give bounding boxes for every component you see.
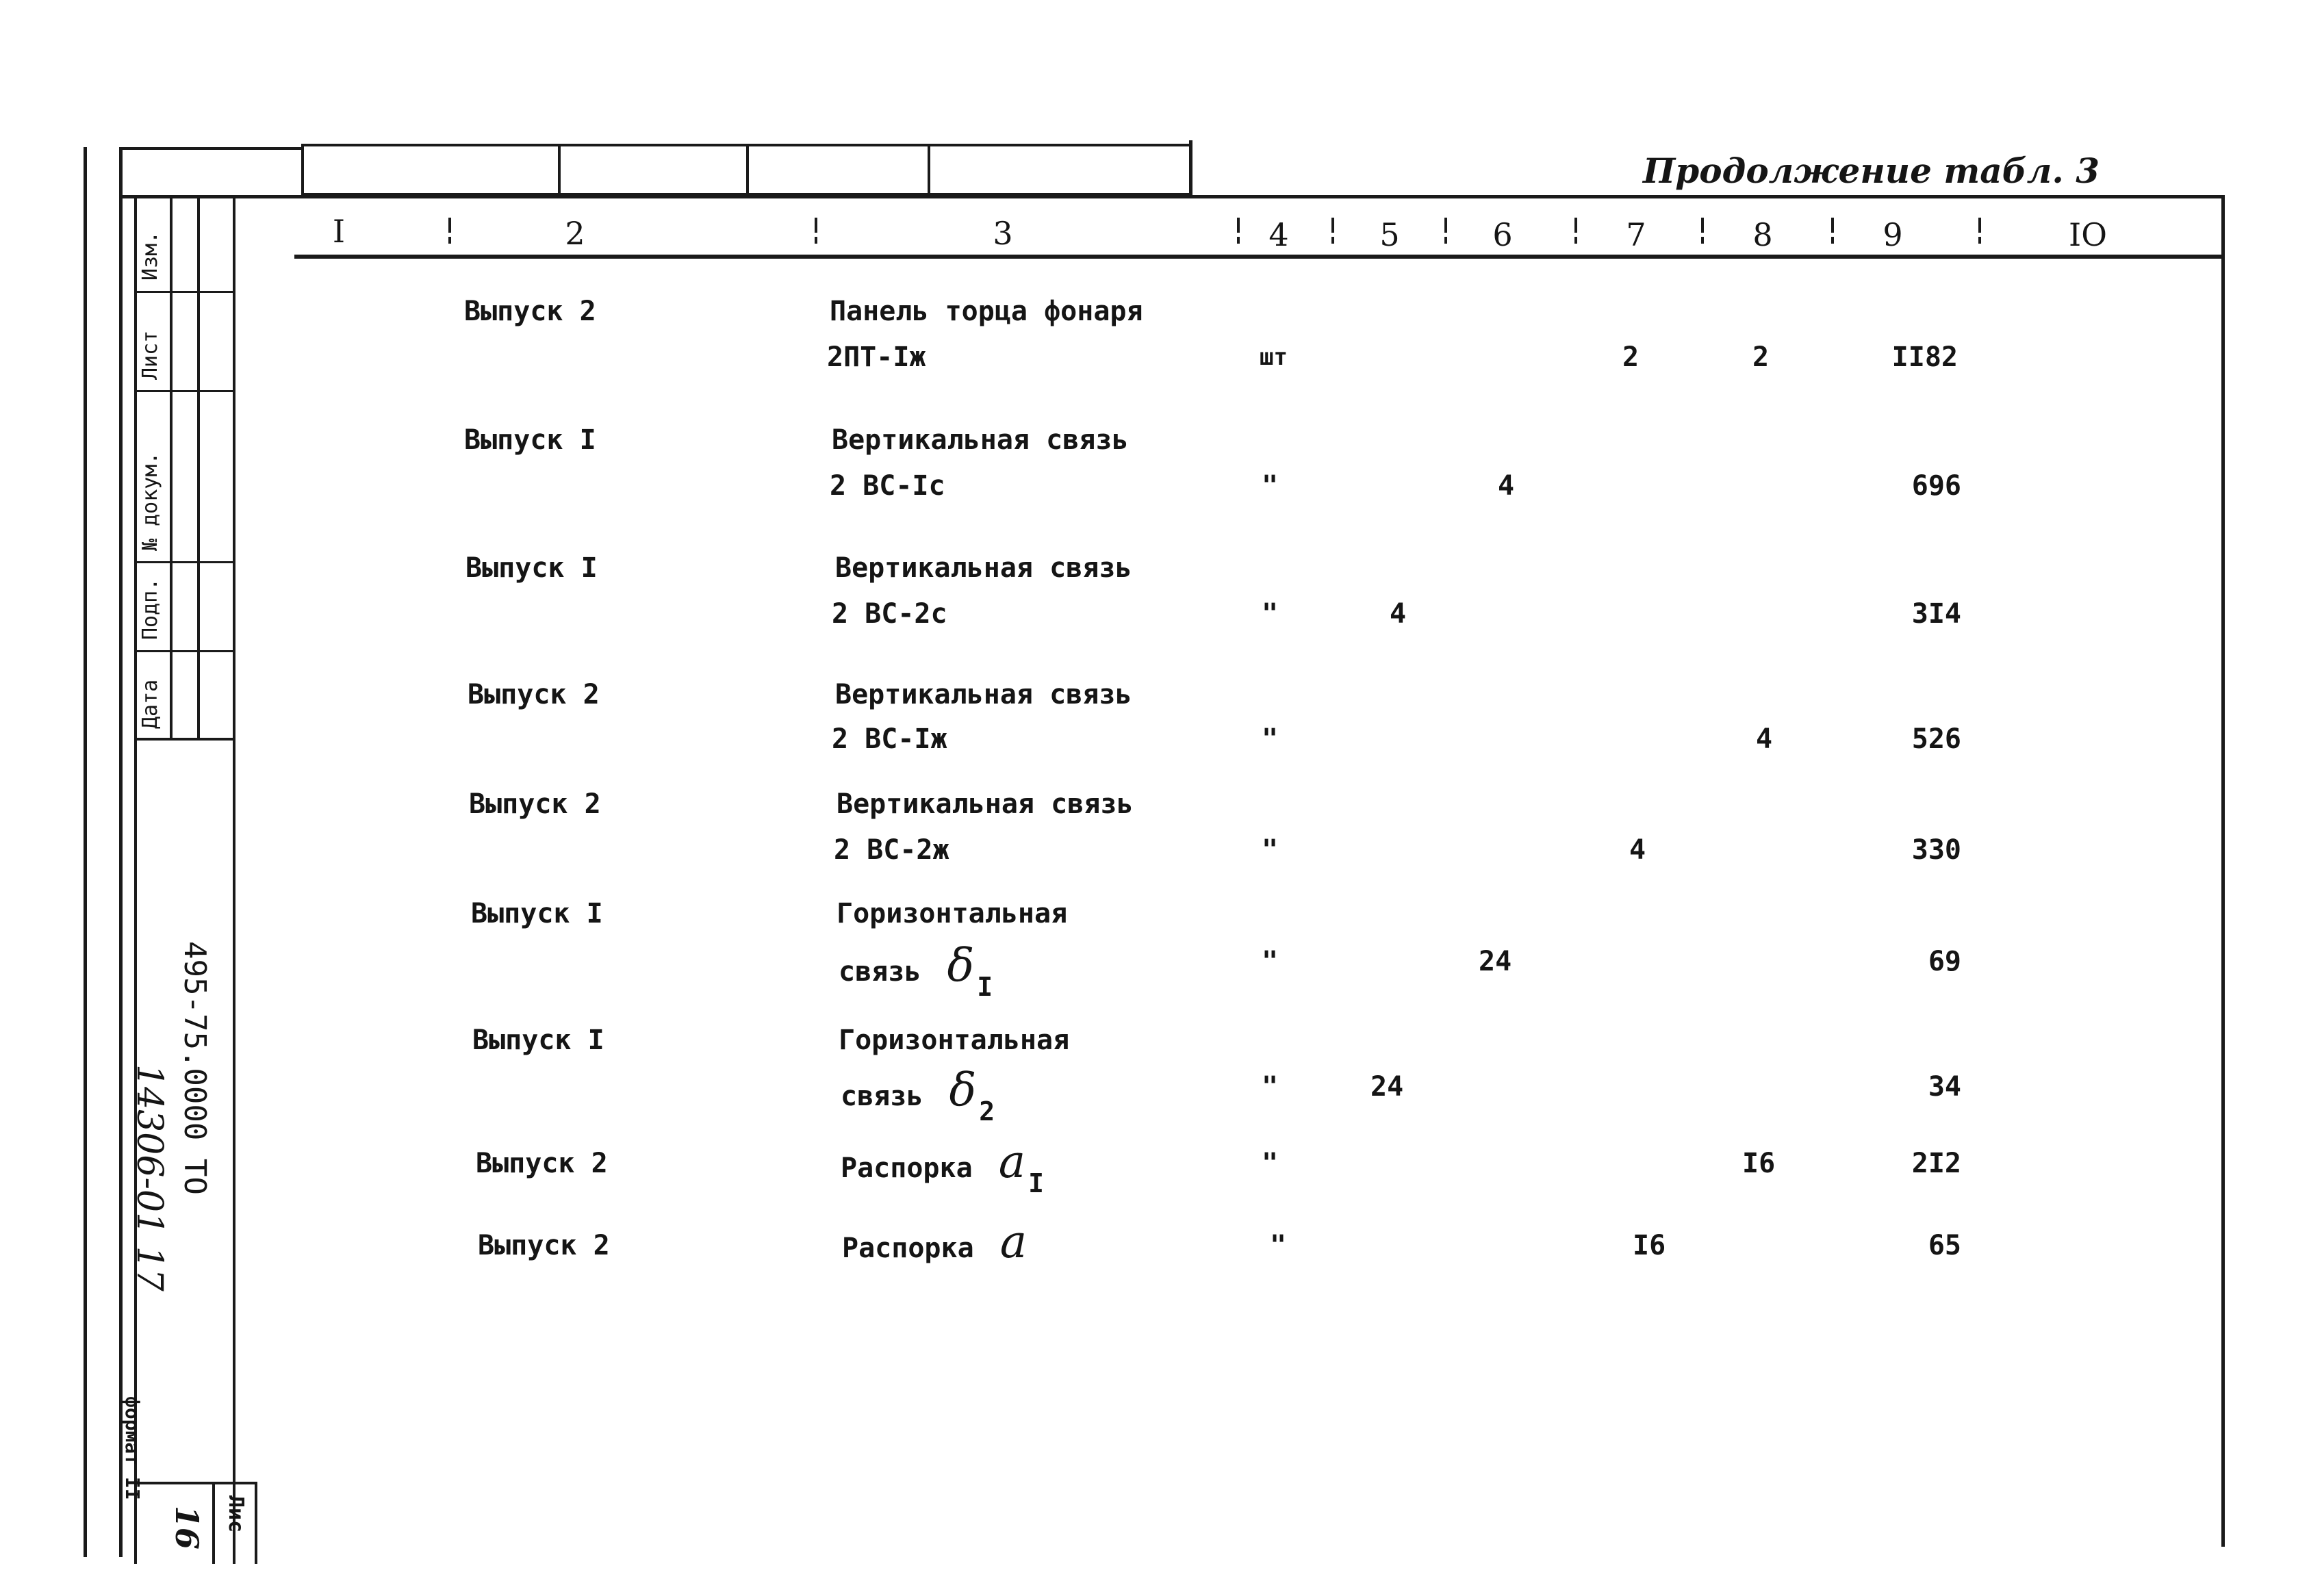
column-separator	[815, 218, 817, 233]
column-header: 7	[1626, 216, 1646, 253]
item-name-line1: Вертикальная связь	[835, 552, 1132, 584]
release-cell: Выпуск 2	[478, 1230, 610, 1261]
a-symbol: a	[999, 1215, 1028, 1268]
stamp-label: № докум.	[138, 452, 162, 551]
top-stamp-divider	[1189, 140, 1192, 196]
item-name-text: Распорка	[842, 1233, 974, 1264]
symbol-subscript: I	[1028, 1168, 1044, 1198]
mass-cell: II82	[1891, 342, 1958, 373]
item-name-line1	[841, 1135, 1044, 1198]
release-cell: Выпуск 2	[464, 296, 596, 327]
column-separator	[1237, 218, 1240, 233]
column-header: 9	[1883, 216, 1903, 253]
a-symbol: a	[998, 1135, 1026, 1188]
unit-cell: "	[1262, 470, 1279, 502]
mass-cell: 2I2	[1911, 1148, 1961, 1179]
column-separator	[1331, 237, 1334, 244]
stamp-grid-line	[134, 561, 235, 563]
release-cell: Выпуск I	[472, 1025, 604, 1056]
column-separator	[1978, 237, 1981, 244]
column-header: 3	[993, 215, 1013, 252]
stamp-label: Лист	[138, 330, 162, 380]
column-separator	[815, 237, 817, 244]
column-header: 6	[1492, 216, 1513, 253]
column-separator	[448, 237, 451, 244]
sheet-number: 16	[168, 1506, 205, 1550]
document-code: 495-75.0000 ТО	[177, 941, 212, 1195]
column-header: 4	[1268, 216, 1289, 253]
mass-cell: 330	[1911, 834, 1961, 866]
format-label: формат II	[121, 1396, 144, 1500]
top-stamp-divider	[558, 144, 561, 196]
header-bottom-line	[294, 255, 2225, 259]
mass-cell: 526	[1911, 723, 1961, 755]
qty-col8: 4	[1756, 723, 1773, 755]
stamp-grid-line	[134, 1482, 257, 1484]
item-name-line2	[839, 939, 993, 1002]
mass-cell: 34	[1928, 1071, 1961, 1103]
column-separator	[1237, 237, 1240, 244]
item-name-line1: Вертикальная связь	[837, 788, 1134, 820]
item-name-text: Распорка	[841, 1153, 973, 1184]
unit-cell: шт	[1260, 344, 1288, 371]
stamp-grid-line	[170, 198, 173, 739]
top-stamp-divider	[746, 144, 749, 196]
stamp-label: Подп.	[138, 578, 162, 640]
unit-cell: "	[1262, 946, 1279, 977]
qty-col7: 2	[1622, 342, 1640, 373]
qty-col7: I6	[1633, 1230, 1666, 1261]
stamp-grid-line	[134, 650, 235, 652]
top-stamp-divider	[301, 144, 304, 196]
item-name-line1	[842, 1215, 1030, 1268]
qty-col7: 4	[1629, 834, 1646, 866]
release-cell: Выпуск 2	[469, 788, 601, 820]
qty-col8: I6	[1742, 1148, 1776, 1179]
stamp-grid-line	[134, 390, 235, 392]
mass-cell: 69	[1928, 946, 1961, 977]
stamp-grid-line	[255, 1482, 257, 1564]
item-name-line1: Вертикальная связь	[832, 424, 1129, 456]
item-name-line2: 2ПТ-Iж	[827, 342, 926, 373]
column-separator	[1701, 237, 1704, 244]
stamp-grid-line	[212, 1482, 215, 1564]
item-name-line2: 2 ВС-Iж	[832, 723, 947, 755]
qty-col8: 2	[1752, 342, 1770, 373]
column-separator	[1831, 237, 1834, 244]
unit-cell: "	[1262, 1071, 1279, 1103]
left-margin-line	[84, 147, 87, 1557]
release-cell: Выпуск I	[464, 424, 596, 456]
column-separator	[1444, 237, 1447, 244]
delta-symbol: δ	[949, 1064, 977, 1116]
column-header: IO	[2069, 216, 2107, 253]
frame-top-short-line	[119, 147, 304, 150]
column-header: 2	[565, 215, 585, 252]
unit-cell: "	[1262, 834, 1279, 866]
continuation-title: Продолжение табл. 3	[1643, 151, 2100, 191]
top-stamp-divider	[928, 144, 930, 196]
column-separator	[1978, 218, 1981, 233]
release-cell: Выпуск I	[465, 552, 598, 584]
column-separator	[1574, 237, 1577, 244]
item-name-line2: 2 ВС-2ж	[834, 834, 949, 866]
stamp-label: Изм.	[138, 231, 162, 281]
archive-code: 14306-01 17	[129, 1064, 170, 1291]
delta-symbol: δ	[947, 939, 975, 992]
mass-cell: 3I4	[1911, 598, 1961, 630]
release-cell: Выпуск 2	[468, 679, 600, 710]
column-separator	[1701, 218, 1704, 233]
stamp-grid-line	[197, 198, 200, 739]
qty-col6: 24	[1479, 946, 1512, 977]
item-name-line2: 2 ВС-Iс	[830, 470, 945, 502]
unit-cell: "	[1262, 723, 1279, 755]
unit-cell: "	[1262, 1148, 1279, 1179]
item-name-line2	[841, 1064, 995, 1127]
unit-cell: "	[1262, 598, 1279, 630]
column-separator	[1444, 218, 1447, 233]
mass-cell: 696	[1911, 470, 1961, 502]
symbol-subscript: I	[977, 972, 993, 1002]
frame-left-line	[119, 147, 123, 1557]
column-separator	[1831, 218, 1834, 233]
stamp-grid-line	[233, 198, 235, 1564]
qty-col5: 24	[1370, 1071, 1404, 1103]
item-name-line1: Панель торца фонаря	[830, 296, 1143, 327]
column-separator	[1574, 218, 1577, 233]
column-header: 5	[1379, 216, 1400, 253]
item-name-line2: 2 ВС-2с	[832, 598, 947, 630]
release-cell: Выпуск 2	[476, 1148, 608, 1179]
qty-col6: 4	[1498, 470, 1515, 502]
item-name-line1: Горизонтальная	[839, 1025, 1070, 1056]
stamp-grid-line	[134, 198, 137, 1564]
stamp-grid-line	[134, 738, 235, 741]
frame-right-line	[2221, 195, 2225, 1547]
sheet-label: Лис	[224, 1495, 248, 1533]
item-name-line1: Вертикальная связь	[835, 679, 1132, 710]
qty-col5: 4	[1390, 598, 1407, 630]
item-name-text: связь	[839, 956, 921, 988]
unit-cell: "	[1270, 1230, 1287, 1261]
item-name-line1: Горизонтальная	[837, 898, 1068, 929]
item-name-text: связь	[841, 1081, 923, 1112]
stamp-label: Дата	[138, 679, 162, 729]
symbol-subscript: 2	[979, 1096, 995, 1127]
column-header: I	[332, 213, 346, 250]
mass-cell: 65	[1928, 1230, 1961, 1261]
column-separator	[448, 218, 451, 233]
column-separator	[1331, 218, 1334, 233]
stamp-grid-line	[134, 291, 235, 293]
column-header: 8	[1752, 216, 1773, 253]
release-cell: Выпуск I	[471, 898, 603, 929]
